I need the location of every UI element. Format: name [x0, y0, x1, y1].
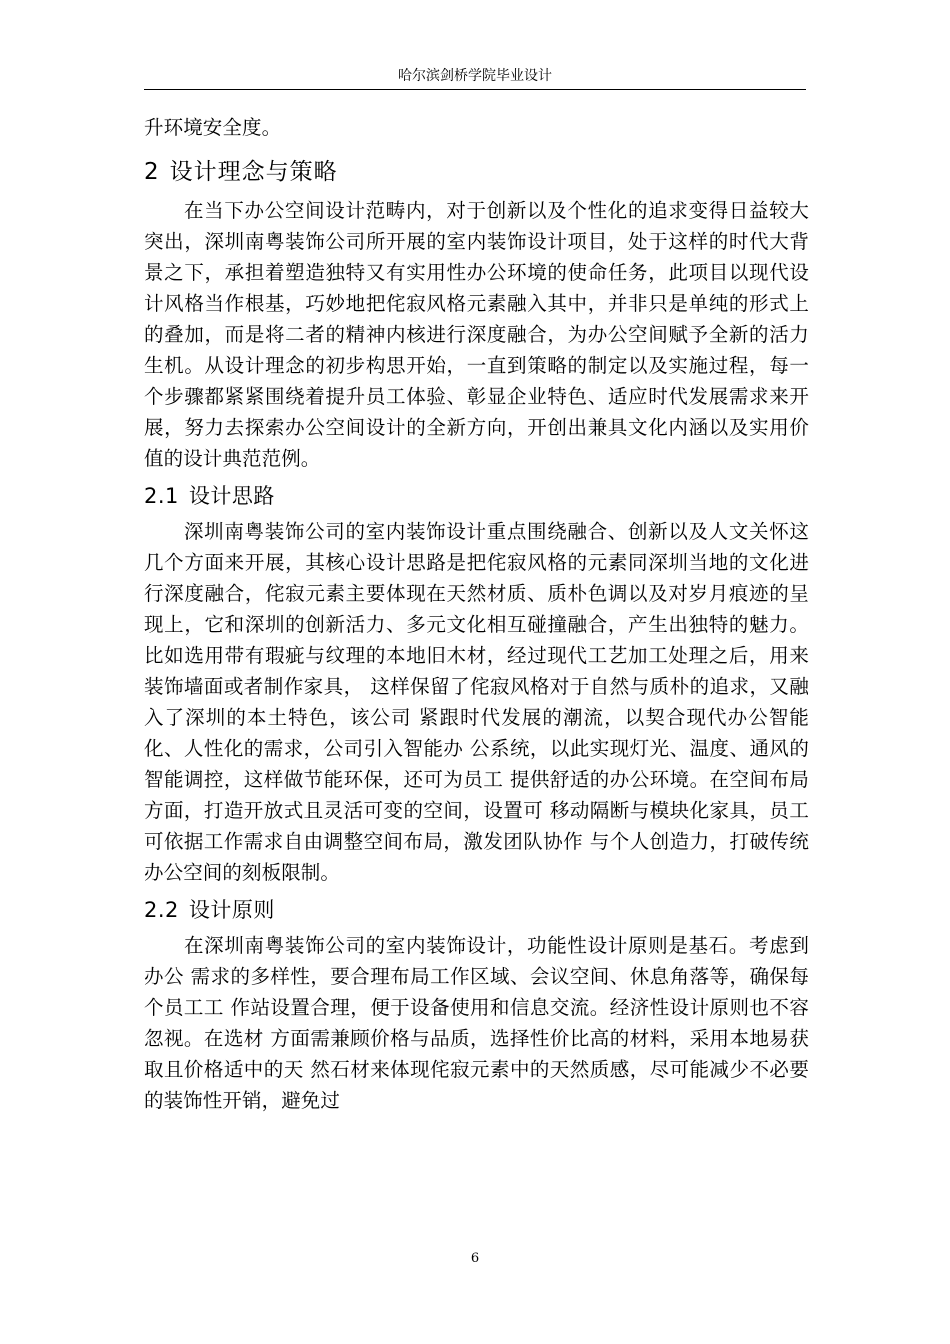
running-header: 哈尔滨剑桥学院毕业设计 [398, 68, 552, 84]
section-heading-2 [144, 155, 809, 189]
header-divider [144, 89, 806, 90]
section-title: 设计原则 [188, 898, 275, 922]
section-number: 2 [144, 159, 160, 185]
section-2-2-paragraph: 在深圳南粤装饰公司的室内装饰设计，功能性设计原则是基石。考虑到办公 需求的多样性，要合理布局工作区域、会议空间、休息角落等，确保每个员工工 作站设置合理，便于设备使用和信息交流。经济性设计原则也不容忽视。在选材 方面需兼顾价格与品质，选择性价比高的材料，采用本地易获取且价格适中的天 然石材来体现侘寂元素中的天然质感，尽可能减少不必要的装饰性开销，避免过 [144, 934, 809, 1112]
section-title: 设计思路 [188, 484, 275, 508]
section-number: 2.1 [144, 484, 179, 508]
section-heading-2-1 [144, 480, 809, 512]
page-body [144, 112, 809, 1116]
section-title: 设计理念与策略 [169, 159, 338, 185]
section-2-paragraph: 在当下办公空间设计范畴内，对于创新以及个性化的追求变得日益较大突出，深圳南粤装饰公司所开展的室内装饰设计项目，处于这样的时代大背景之下，承担着塑造独特又有实用性办公环境的使命任务，此项目以现代设计风格当作根基，巧妙地把侘寂风格元素融入其中，并非只是单纯的形式上的叠加，而是将二者的精神内核进行深度融合，为办公空间赋予全新的活力生机。从设计理念的初步构思开始，一直到策略的制定以及实施过程，每一个步骤都紧紧围绕着提升员工体验、彰显企业特色、适应时代发展需求来开展，努力去探索办公空间设计的全新方向，开创出兼具文化内涵以及实用价值的设计典范范例。 [144, 199, 809, 470]
page-number: 6 [470, 1251, 480, 1266]
section-2-1-paragraph: 深圳南粤装饰公司的室内装饰设计重点围绕融合、创新以及人文关怀这几个方面来开展，其核心设计思路是把侘寂风格的元素同深圳当地的文化进行深度融合，侘寂元素主要体现在天然材质、质朴色调以及对岁月痕迹的呈现上，它和深圳的创新活力、多元文化相互碰撞融合，产生出独特的魅力。比如选用带有瑕疵与纹理的本地旧木材，经过现代工艺加工处理之后，用来装饰墙面或者制作家具， 这样保留了侘寂风格对于自然与质朴的追求，又融入了深圳的本土特色，该公司 紧跟时代发展的潮流，以契合现代办公智能化、人性化的需求，公司引入智能办 公系统，以此实现灯光、温度、通风的智能调控，这样做节能环保，还可为员工 提供舒适的办公环境。在空间布局方面，打造开放式且灵活可变的空间，设置可 移动隔断与模块化家具，员工可依据工作需求自由调整空间布局，激发团队协作 与个人创造力，打破传统办公空间的刻板限制。 [144, 520, 809, 884]
section-heading-2-2 [144, 894, 809, 926]
section-number: 2.2 [144, 898, 179, 922]
continuation-paragraph: 升环境安全度。 [144, 116, 282, 139]
